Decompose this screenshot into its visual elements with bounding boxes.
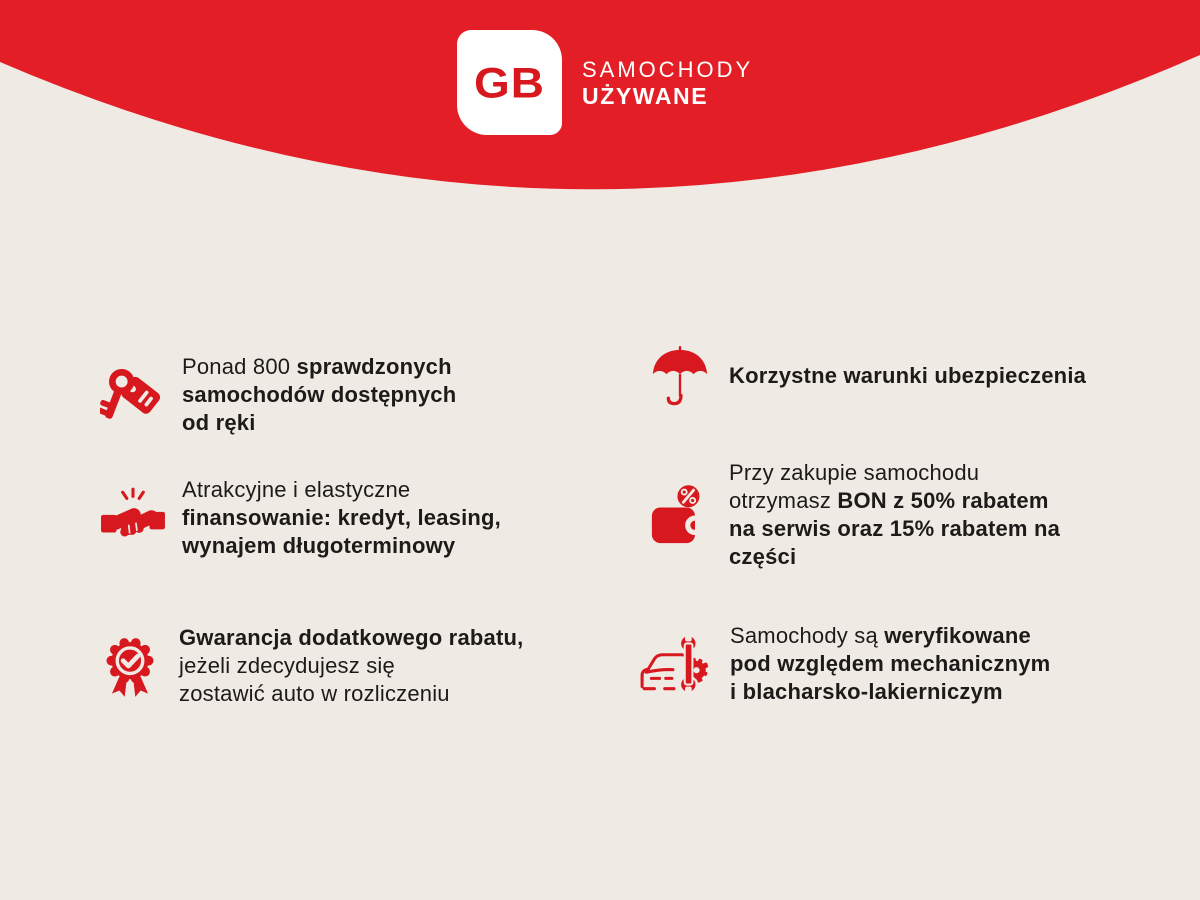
feature-text <box>182 353 456 437</box>
feature-line: pod względem mechanicznym <box>730 651 1051 676</box>
brand-title-block <box>582 57 753 110</box>
feature-item-verification <box>636 622 1050 706</box>
feature-line: samochodów dostępnych <box>182 382 457 407</box>
feature-line: części <box>729 544 797 569</box>
wallet-percent-icon <box>645 482 715 548</box>
feature-text <box>179 624 523 708</box>
feature-line: od ręki <box>182 410 256 435</box>
feature-text <box>729 362 1086 390</box>
feature-text <box>730 622 1050 706</box>
feature-item-financing <box>98 476 501 560</box>
header-curve <box>0 0 1200 320</box>
feature-line: na serwis oraz 15% rabatem na <box>729 516 1061 541</box>
brand-title: SAMOCHODY <box>582 57 754 82</box>
feature-line: Atrakcyjne i elastyczne <box>182 477 411 502</box>
feature-line: Ponad 800 sprawdzonych <box>182 354 452 379</box>
key-tag-icon <box>98 362 168 428</box>
car-service-icon <box>636 631 716 697</box>
feature-line: i blacharsko-lakierniczym <box>730 679 1003 704</box>
feature-item-insurance <box>645 345 1086 407</box>
feature-line: zostawić auto w rozliczeniu <box>179 681 450 706</box>
brand-subtitle: UŻYWANE <box>582 83 709 109</box>
feature-text <box>182 476 501 560</box>
feature-line: Gwarancja dodatkowego rabatu, <box>179 625 524 650</box>
feature-text <box>729 459 1060 571</box>
award-ribbon-icon <box>95 632 165 700</box>
umbrella-icon <box>645 345 715 407</box>
feature-line: Korzystne warunki ubezpieczenia <box>729 363 1087 388</box>
handshake-icon <box>98 485 168 551</box>
feature-item-cars-available <box>98 353 456 437</box>
feature-item-voucher <box>645 459 1060 571</box>
feature-line: finansowanie: kredyt, leasing, <box>182 505 501 530</box>
logo-text: GB <box>474 58 545 107</box>
feature-item-guarantee <box>95 624 523 708</box>
logo-card <box>457 30 562 135</box>
feature-line: wynajem długoterminowy <box>182 533 456 558</box>
feature-line: Przy zakupie samochodu <box>729 460 980 485</box>
feature-line: jeżeli zdecydujesz się <box>179 653 395 678</box>
feature-line: Samochody są weryfikowane <box>730 623 1031 648</box>
feature-line: otrzymasz BON z 50% rabatem <box>729 488 1049 513</box>
